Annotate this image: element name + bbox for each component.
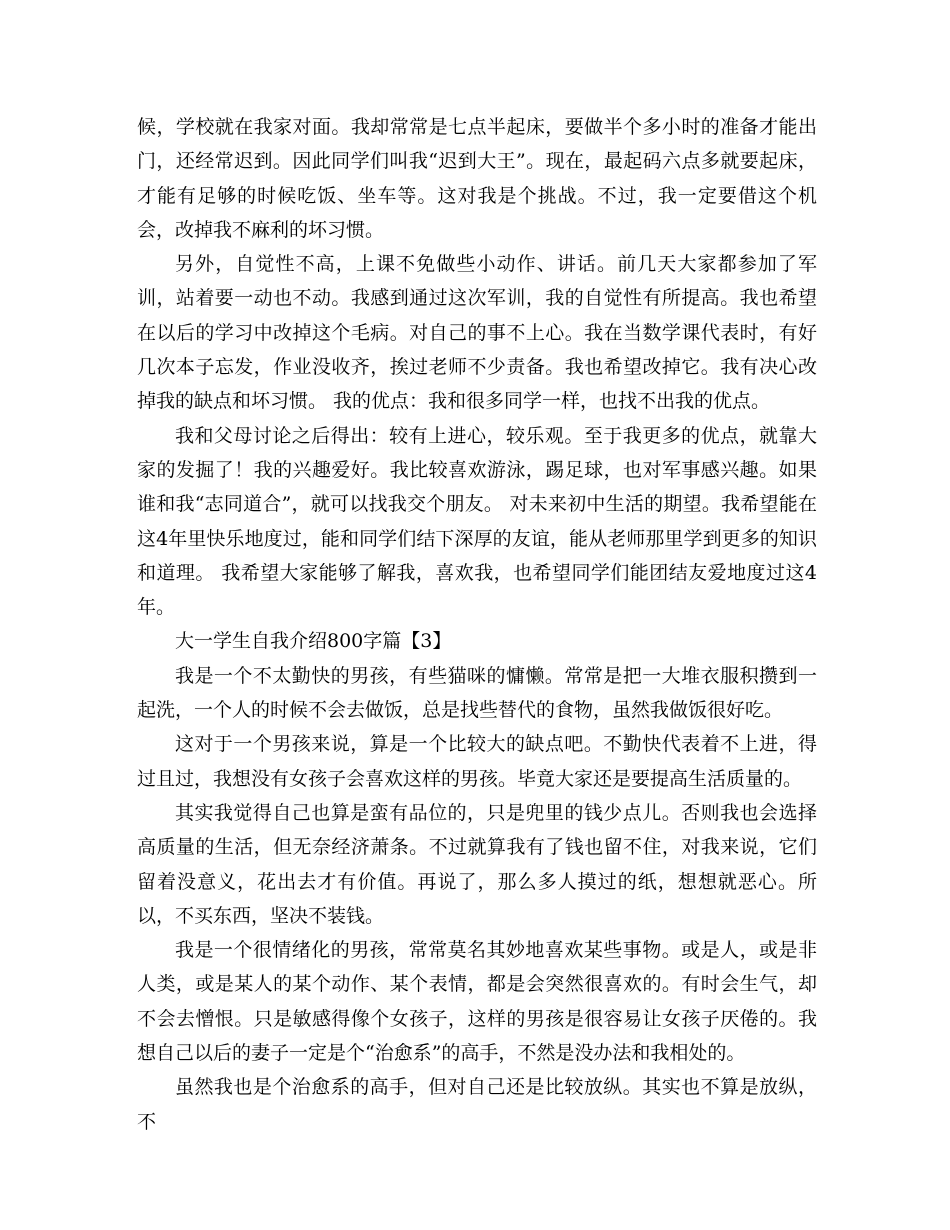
paragraph-8: 我是一个很情绪化的男孩，常常莫名其妙地喜欢某些事物。或是人，或是非人类，或是某人的某个动作、某个表情，都是会突然很喜欢的。有时会生气，却不会去憎恨。只是敏感得像个女孩子，这样的男孩是很容易让女孩子厌倦的。我想自己以后的妻子一定是个“治愈系”的高手，不然是没办法和我相处的。	[137, 939, 817, 1065]
paragraph-1: 候，学校就在我家对面。我却常常是七点半起床，要做半个多小时的准备才能出门，还经常迟到。因此同学们叫我“迟到大王”。现在，最起码六点多就要起床，才能有足够的时候吃饭、坐车等。这对我是个挑战。不过，我一定要借这个机会，改掉我不麻利的坏习惯。	[137, 116, 817, 241]
paragraph-2: 另外，自觉性不高，上课不免做些小动作、讲话。前几天大家都参加了军训，站着要一动也不动。我感到通过这次军训，我的自觉性有所提高。我也希望在以后的学习中改掉这个毛病。对自己的事不上心。我在当数学课代表时，有好几次本子忘发，作业没收齐，挨过老师不少责备。我也希望改掉它。我有决心改掉我的缺点和坏习惯。 我的优点：我和很多同学一样，也找不出我的优点。	[137, 253, 817, 413]
document-page	[137, 110, 817, 1139]
paragraph-3: 我和父母讨论之后得出：较有上进心，较乐观。至于我更多的优点，就靠大家的发掘了！我的兴趣爱好。我比较喜欢游泳，踢足球，也对军事感兴趣。如果谁和我“志同道合”，就可以找我交个朋友。 对未来初中生活的期望。我希望能在这4年里快乐地度过，能和同学们结下深厚的友谊，能从老师那里学到更多的知识和道理。 我希望大家能够了解我，喜欢我，也希望同学们能团结友爱地度过这4年。	[137, 424, 817, 619]
paragraph-9: 虽然我也是个治愈系的高手，但对自己还是比较放纵。其实也不算是放纵，不	[137, 1076, 817, 1133]
section-heading: 大一学生自我介绍800字篇【3】	[175, 630, 452, 653]
paragraph-7: 其实我觉得自己也算是蛮有品位的，只是兜里的钱少点儿。否则我也会选择高质量的生活，但无奈经济萧条。不过就算我有了钱也留不住，对我来说，它们留着没意义，花出去才有价值。再说了，那么多人摸过的纸，想想就恶心。所以，不买东西，坚决不装钱。	[137, 801, 817, 927]
paragraph-5: 我是一个不太勤快的男孩，有些猫咪的慵懒。常常是把一大堆衣服积攒到一起洗，一个人的时候不会去做饭，总是找些替代的食物，虽然我做饭很好吃。	[137, 664, 817, 722]
paragraph-6: 这对于一个男孩来说，算是一个比较大的缺点吧。不勤快代表着不上进，得过且过，我想没有女孩子会喜欢这样的男孩。毕竟大家还是要提高生活质量的。	[137, 733, 817, 790]
